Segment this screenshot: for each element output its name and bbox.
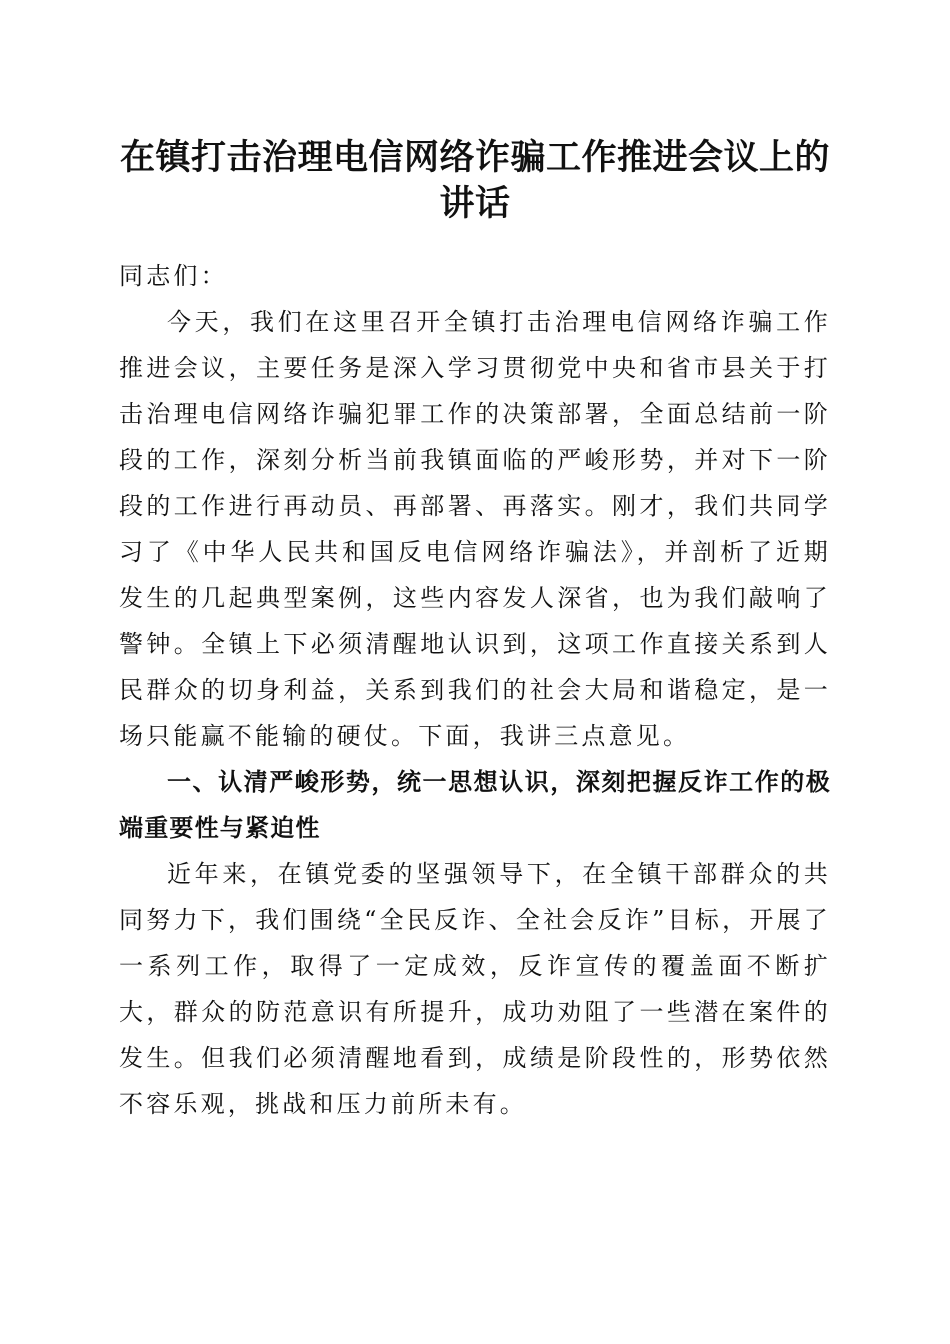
opening-paragraph: 今天，我们在这里召开全镇打击治理电信网络诈骗工作推进会议，主要任务是深入学习贯彻党中央和省市县关于打击治理电信网络诈骗犯罪工作的决策部署，全面总结前一阶段的工作，深刻分析当前我镇面临的严峻形势，并对下一阶段的工作进行再动员、再部署、再落实。刚才，我们共同学习了《中华人民共和国反电信网络诈骗法》，并剖析了近期发生的几起典型案例，这些内容发人深省，也为我们敲响了警钟。全镇上下必须清醒地认识到，这项工作直接关系到人民群众的切身利益，关系到我们的社会大局和谐稳定，是一场只能赢不能输的硬仗。下面，我讲三点意见。 [119,308,831,750]
section-heading: 一、认清严峻形势，统一思想认识，深刻把握反诈工作的极端重要性与紧迫性 [119,768,831,842]
salutation: 同志们： [119,262,228,290]
document-title: 在镇打击治理电信网络诈骗工作推进会议上的讲话 [119,137,830,224]
section-paragraph: 近年来，在镇党委的坚强领导下，在全镇干部群众的共同努力下，我们围绕“全民反诈、全社会反诈”目标，开展了一系列工作，取得了一定成效，反诈宣传的覆盖面不断扩大，群众的防范意识有所提升，成功劝阻了一些潜在案件的发生。但我们必须清醒地看到，成绩是阶段性的，形势依然不容乐观，挑战和压力前所未有。 [119,860,831,1118]
document-body [119,253,831,1127]
